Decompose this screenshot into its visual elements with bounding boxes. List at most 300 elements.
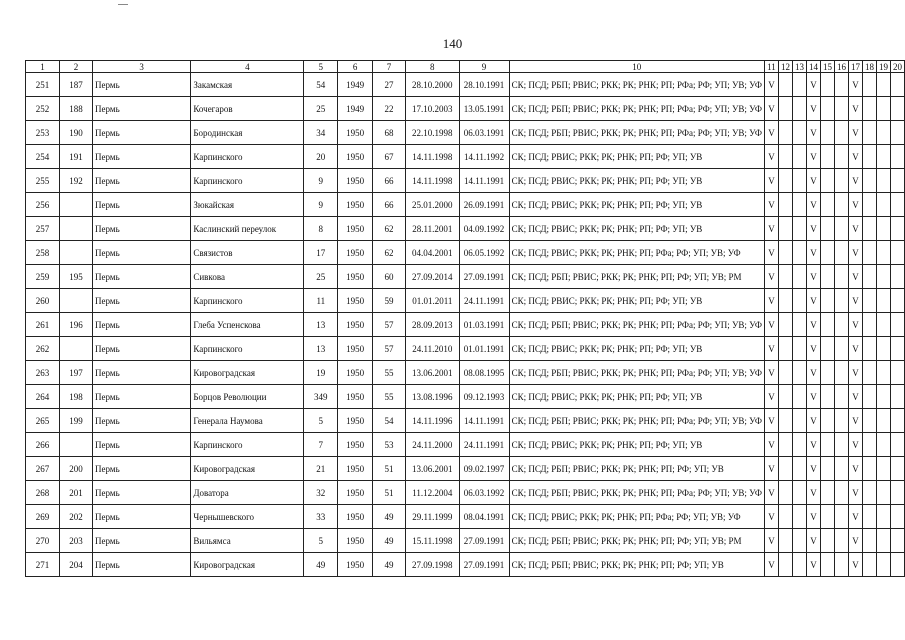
object-id-cell: 192: [59, 169, 92, 193]
mark-cell-18: [862, 193, 876, 217]
row-number-cell: 265: [26, 409, 60, 433]
row-number-cell: 260: [26, 289, 60, 313]
house-number-cell: 5: [304, 529, 338, 553]
mark-cell-13: [792, 217, 806, 241]
city-cell: Пермь: [93, 97, 191, 121]
column-header-14: 14: [806, 61, 820, 73]
city-cell: Пермь: [93, 73, 191, 97]
mark-cell-12: [778, 265, 792, 289]
street-cell: Бородинская: [191, 121, 304, 145]
mark-cell-15: [820, 265, 834, 289]
mark-cell-13: [792, 169, 806, 193]
codes-cell: СК; ПСД; РБП; РВИС; РКК; РК; РНК; РП; РФа; РФ; УП; УВ; УФ: [509, 409, 764, 433]
column-7-value-cell: 55: [372, 385, 405, 409]
mark-cell-18: [862, 361, 876, 385]
table-row: [26, 217, 905, 241]
date-2-cell: 09.02.1997: [459, 457, 509, 481]
codes-cell: СК; ПСД; РВИС; РКК; РК; РНК; РП; РФ; УП; УВ: [509, 145, 764, 169]
mark-cell-17: V: [848, 97, 862, 121]
table-row: [26, 409, 905, 433]
mark-cell-11: V: [765, 217, 779, 241]
date-2-cell: 04.09.1992: [459, 217, 509, 241]
row-number-cell: 257: [26, 217, 60, 241]
mark-cell-18: [862, 241, 876, 265]
mark-cell-17: V: [848, 481, 862, 505]
mark-cell-14: V: [806, 193, 820, 217]
city-cell: Пермь: [93, 121, 191, 145]
mark-cell-14: V: [806, 169, 820, 193]
mark-cell-20: [890, 289, 904, 313]
date-1-cell: 28.10.2000: [406, 73, 459, 97]
codes-cell: СК; ПСД; РВИС; РКК; РК; РНК; РП; РФ; УП; УВ: [509, 193, 764, 217]
mark-cell-15: [820, 241, 834, 265]
house-number-cell: 34: [304, 121, 338, 145]
mark-cell-20: [890, 481, 904, 505]
mark-cell-16: [834, 217, 848, 241]
mark-cell-12: [778, 97, 792, 121]
mark-cell-16: [834, 361, 848, 385]
object-id-cell: 201: [59, 481, 92, 505]
column-header-19: 19: [876, 61, 890, 73]
build-year-cell: 1950: [338, 313, 373, 337]
table-row: [26, 145, 905, 169]
date-1-cell: 13.08.1996: [406, 385, 459, 409]
row-number-cell: 267: [26, 457, 60, 481]
object-id-cell: 195: [59, 265, 92, 289]
date-1-cell: 27.09.2014: [406, 265, 459, 289]
date-2-cell: 14.11.1992: [459, 145, 509, 169]
object-id-cell: 197: [59, 361, 92, 385]
codes-cell: СК; ПСД; РБП; РВИС; РКК; РК; РНК; РП; РФа; РФ; УП; УВ; УФ: [509, 361, 764, 385]
mark-cell-15: [820, 97, 834, 121]
table-row: [26, 169, 905, 193]
date-2-cell: 13.05.1991: [459, 97, 509, 121]
mark-cell-16: [834, 505, 848, 529]
object-id-cell: 188: [59, 97, 92, 121]
object-id-cell: 196: [59, 313, 92, 337]
mark-cell-16: [834, 241, 848, 265]
row-number-cell: 256: [26, 193, 60, 217]
column-header-10: 10: [509, 61, 764, 73]
date-2-cell: 06.03.1991: [459, 121, 509, 145]
mark-cell-14: V: [806, 361, 820, 385]
mark-cell-12: [778, 505, 792, 529]
page-number: 140: [442, 36, 463, 51]
build-year-cell: 1950: [338, 481, 373, 505]
column-7-value-cell: 49: [372, 505, 405, 529]
mark-cell-18: [862, 121, 876, 145]
city-cell: Пермь: [93, 241, 191, 265]
table-row: [26, 481, 905, 505]
date-1-cell: 14.11.1998: [406, 169, 459, 193]
mark-cell-12: [778, 409, 792, 433]
mark-cell-11: V: [765, 457, 779, 481]
city-cell: Пермь: [93, 385, 191, 409]
house-number-cell: 17: [304, 241, 338, 265]
mark-cell-19: [876, 145, 890, 169]
column-7-value-cell: 49: [372, 529, 405, 553]
table-row: [26, 361, 905, 385]
mark-cell-17: V: [848, 73, 862, 97]
street-cell: Глеба Успенскова: [191, 313, 304, 337]
mark-cell-18: [862, 313, 876, 337]
mark-cell-14: V: [806, 265, 820, 289]
mark-cell-11: V: [765, 409, 779, 433]
column-7-value-cell: 67: [372, 145, 405, 169]
mark-cell-12: [778, 73, 792, 97]
mark-cell-11: V: [765, 97, 779, 121]
column-header-16: 16: [834, 61, 848, 73]
mark-cell-12: [778, 121, 792, 145]
mark-cell-11: V: [765, 481, 779, 505]
column-7-value-cell: 62: [372, 217, 405, 241]
object-id-cell: 199: [59, 409, 92, 433]
date-2-cell: 01.01.1991: [459, 337, 509, 361]
table-row: [26, 241, 905, 265]
mark-cell-19: [876, 361, 890, 385]
date-1-cell: 13.06.2001: [406, 457, 459, 481]
mark-cell-13: [792, 457, 806, 481]
column-7-value-cell: 59: [372, 289, 405, 313]
mark-cell-14: V: [806, 481, 820, 505]
build-year-cell: 1950: [338, 457, 373, 481]
column-header-2: 2: [59, 61, 92, 73]
mark-cell-16: [834, 97, 848, 121]
mark-cell-16: [834, 73, 848, 97]
city-cell: Пермь: [93, 217, 191, 241]
date-1-cell: 13.06.2001: [406, 361, 459, 385]
object-id-cell: [59, 289, 92, 313]
date-2-cell: 24.11.1991: [459, 433, 509, 457]
mark-cell-11: V: [765, 553, 779, 577]
table-row: [26, 505, 905, 529]
street-cell: Карпинского: [191, 145, 304, 169]
street-cell: Чернышевского: [191, 505, 304, 529]
mark-cell-17: V: [848, 337, 862, 361]
date-2-cell: 14.11.1991: [459, 409, 509, 433]
column-header-12: 12: [778, 61, 792, 73]
mark-cell-12: [778, 217, 792, 241]
column-7-value-cell: 51: [372, 457, 405, 481]
street-cell: Кировоградская: [191, 361, 304, 385]
mark-cell-15: [820, 433, 834, 457]
mark-cell-18: [862, 457, 876, 481]
city-cell: Пермь: [93, 193, 191, 217]
mark-cell-11: V: [765, 193, 779, 217]
mark-cell-19: [876, 97, 890, 121]
mark-cell-15: [820, 409, 834, 433]
street-cell: Карпинского: [191, 433, 304, 457]
mark-cell-11: V: [765, 73, 779, 97]
build-year-cell: 1950: [338, 409, 373, 433]
mark-cell-11: V: [765, 241, 779, 265]
column-7-value-cell: 55: [372, 361, 405, 385]
mark-cell-16: [834, 145, 848, 169]
object-id-cell: 202: [59, 505, 92, 529]
mark-cell-11: V: [765, 361, 779, 385]
mark-cell-17: V: [848, 361, 862, 385]
mark-cell-15: [820, 121, 834, 145]
city-cell: Пермь: [93, 145, 191, 169]
city-cell: Пермь: [93, 433, 191, 457]
row-number-cell: 252: [26, 97, 60, 121]
codes-cell: СК; ПСД; РВИС; РКК; РК; РНК; РП; РФ; УП; УВ: [509, 385, 764, 409]
object-id-cell: [59, 433, 92, 457]
mark-cell-19: [876, 337, 890, 361]
house-number-cell: 7: [304, 433, 338, 457]
mark-cell-19: [876, 481, 890, 505]
house-number-cell: 49: [304, 553, 338, 577]
date-2-cell: 08.08.1995: [459, 361, 509, 385]
row-number-cell: 259: [26, 265, 60, 289]
mark-cell-18: [862, 217, 876, 241]
mark-cell-18: [862, 73, 876, 97]
mark-cell-19: [876, 193, 890, 217]
mark-cell-15: [820, 529, 834, 553]
date-2-cell: 27.09.1991: [459, 529, 509, 553]
mark-cell-15: [820, 169, 834, 193]
mark-cell-17: V: [848, 505, 862, 529]
mark-cell-17: V: [848, 433, 862, 457]
column-header-20: 20: [890, 61, 904, 73]
build-year-cell: 1950: [338, 529, 373, 553]
house-number-cell: 349: [304, 385, 338, 409]
date-1-cell: 24.11.2010: [406, 337, 459, 361]
mark-cell-16: [834, 337, 848, 361]
mark-cell-15: [820, 337, 834, 361]
mark-cell-17: V: [848, 457, 862, 481]
mark-cell-14: V: [806, 457, 820, 481]
street-cell: Связистов: [191, 241, 304, 265]
house-number-cell: 25: [304, 97, 338, 121]
mark-cell-17: V: [848, 529, 862, 553]
date-1-cell: 17.10.2003: [406, 97, 459, 121]
mark-cell-16: [834, 457, 848, 481]
table-row: [26, 337, 905, 361]
mark-cell-13: [792, 337, 806, 361]
mark-cell-15: [820, 217, 834, 241]
house-number-cell: 8: [304, 217, 338, 241]
column-7-value-cell: 62: [372, 241, 405, 265]
object-id-cell: 204: [59, 553, 92, 577]
date-1-cell: 01.01.2011: [406, 289, 459, 313]
table-row: [26, 289, 905, 313]
mark-cell-12: [778, 553, 792, 577]
mark-cell-12: [778, 481, 792, 505]
mark-cell-18: [862, 265, 876, 289]
build-year-cell: 1950: [338, 289, 373, 313]
row-number-cell: 253: [26, 121, 60, 145]
mark-cell-16: [834, 433, 848, 457]
mark-cell-14: V: [806, 529, 820, 553]
object-id-cell: 191: [59, 145, 92, 169]
mark-cell-17: V: [848, 289, 862, 313]
date-1-cell: 22.10.1998: [406, 121, 459, 145]
house-number-cell: 25: [304, 265, 338, 289]
date-1-cell: 28.09.2013: [406, 313, 459, 337]
house-number-cell: 54: [304, 73, 338, 97]
build-year-cell: 1950: [338, 193, 373, 217]
mark-cell-13: [792, 409, 806, 433]
mark-cell-20: [890, 169, 904, 193]
column-7-value-cell: 51: [372, 481, 405, 505]
column-7-value-cell: 57: [372, 313, 405, 337]
mark-cell-19: [876, 457, 890, 481]
codes-cell: СК; ПСД; РБП; РВИС; РКК; РК; РНК; РП; РФ; УП; УВ; РМ: [509, 265, 764, 289]
object-id-cell: [59, 337, 92, 361]
date-2-cell: 26.09.1991: [459, 193, 509, 217]
date-2-cell: 14.11.1991: [459, 169, 509, 193]
mark-cell-17: V: [848, 217, 862, 241]
table-row: [26, 553, 905, 577]
row-number-cell: 261: [26, 313, 60, 337]
mark-cell-16: [834, 553, 848, 577]
house-number-cell: 9: [304, 193, 338, 217]
house-number-cell: 33: [304, 505, 338, 529]
mark-cell-19: [876, 505, 890, 529]
table-row: [26, 73, 905, 97]
street-cell: Борцов Революции: [191, 385, 304, 409]
mark-cell-17: V: [848, 313, 862, 337]
build-year-cell: 1950: [338, 361, 373, 385]
mark-cell-16: [834, 385, 848, 409]
scan-artifact: [118, 4, 128, 5]
mark-cell-11: V: [765, 121, 779, 145]
mark-cell-17: V: [848, 385, 862, 409]
mark-cell-11: V: [765, 433, 779, 457]
street-cell: Вильямса: [191, 529, 304, 553]
street-cell: Кировоградская: [191, 553, 304, 577]
mark-cell-13: [792, 385, 806, 409]
mark-cell-13: [792, 145, 806, 169]
column-7-value-cell: 66: [372, 169, 405, 193]
object-id-cell: 200: [59, 457, 92, 481]
table-body: [26, 73, 905, 577]
city-cell: Пермь: [93, 457, 191, 481]
street-cell: Карпинского: [191, 289, 304, 313]
date-1-cell: 29.11.1999: [406, 505, 459, 529]
row-number-cell: 262: [26, 337, 60, 361]
mark-cell-17: V: [848, 193, 862, 217]
table-row: [26, 457, 905, 481]
mark-cell-17: V: [848, 145, 862, 169]
header-row: [26, 61, 905, 73]
mark-cell-13: [792, 97, 806, 121]
table-row: [26, 97, 905, 121]
build-year-cell: 1950: [338, 241, 373, 265]
mark-cell-20: [890, 145, 904, 169]
build-year-cell: 1950: [338, 385, 373, 409]
date-1-cell: 04.04.2001: [406, 241, 459, 265]
codes-cell: СК; ПСД; РВИС; РКК; РК; РНК; РП; РФа; РФ; УП; УВ; УФ: [509, 505, 764, 529]
street-cell: Сивкова: [191, 265, 304, 289]
column-header-15: 15: [820, 61, 834, 73]
column-header-3: 3: [93, 61, 191, 73]
mark-cell-14: V: [806, 313, 820, 337]
mark-cell-20: [890, 121, 904, 145]
codes-cell: СК; ПСД; РБП; РВИС; РКК; РК; РНК; РП; РФ; УП; УВ: [509, 457, 764, 481]
codes-cell: СК; ПСД; РБП; РВИС; РКК; РК; РНК; РП; РФа; РФ; УП; УВ; УФ: [509, 313, 764, 337]
table-row: [26, 121, 905, 145]
mark-cell-18: [862, 169, 876, 193]
house-number-cell: 11: [304, 289, 338, 313]
column-header-8: 8: [406, 61, 459, 73]
table-row: [26, 385, 905, 409]
mark-cell-20: [890, 217, 904, 241]
mark-cell-13: [792, 289, 806, 313]
mark-cell-13: [792, 553, 806, 577]
row-number-cell: 268: [26, 481, 60, 505]
mark-cell-20: [890, 337, 904, 361]
mark-cell-19: [876, 241, 890, 265]
mark-cell-19: [876, 169, 890, 193]
mark-cell-15: [820, 73, 834, 97]
mark-cell-20: [890, 433, 904, 457]
mark-cell-14: V: [806, 289, 820, 313]
street-cell: Зюкайская: [191, 193, 304, 217]
mark-cell-18: [862, 145, 876, 169]
mark-cell-15: [820, 361, 834, 385]
mark-cell-19: [876, 433, 890, 457]
date-2-cell: 06.05.1992: [459, 241, 509, 265]
mark-cell-20: [890, 361, 904, 385]
mark-cell-13: [792, 73, 806, 97]
mark-cell-20: [890, 313, 904, 337]
mark-cell-15: [820, 313, 834, 337]
row-number-cell: 263: [26, 361, 60, 385]
mark-cell-13: [792, 121, 806, 145]
column-7-value-cell: 54: [372, 409, 405, 433]
mark-cell-16: [834, 121, 848, 145]
object-id-cell: 190: [59, 121, 92, 145]
mark-cell-20: [890, 193, 904, 217]
column-header-4: 4: [191, 61, 304, 73]
date-2-cell: 24.11.1991: [459, 289, 509, 313]
mark-cell-11: V: [765, 289, 779, 313]
column-header-6: 6: [338, 61, 373, 73]
codes-cell: СК; ПСД; РБП; РВИС; РКК; РК; РНК; РП; РФ; УП; УВ: [509, 553, 764, 577]
mark-cell-18: [862, 553, 876, 577]
date-2-cell: 27.09.1991: [459, 553, 509, 577]
mark-cell-18: [862, 505, 876, 529]
build-year-cell: 1950: [338, 217, 373, 241]
date-1-cell: 25.01.2000: [406, 193, 459, 217]
row-number-cell: 271: [26, 553, 60, 577]
mark-cell-13: [792, 361, 806, 385]
table-row: [26, 529, 905, 553]
mark-cell-19: [876, 553, 890, 577]
street-cell: Каслинский переулок: [191, 217, 304, 241]
column-7-value-cell: 49: [372, 553, 405, 577]
mark-cell-18: [862, 337, 876, 361]
mark-cell-19: [876, 121, 890, 145]
mark-cell-15: [820, 193, 834, 217]
mark-cell-16: [834, 481, 848, 505]
house-number-cell: 21: [304, 457, 338, 481]
city-cell: Пермь: [93, 481, 191, 505]
mark-cell-13: [792, 433, 806, 457]
mark-cell-12: [778, 361, 792, 385]
build-year-cell: 1950: [338, 553, 373, 577]
mark-cell-12: [778, 457, 792, 481]
column-header-7: 7: [372, 61, 405, 73]
mark-cell-14: V: [806, 217, 820, 241]
date-1-cell: 27.09.1998: [406, 553, 459, 577]
street-cell: Карпинского: [191, 337, 304, 361]
codes-cell: СК; ПСД; РБП; РВИС; РКК; РК; РНК; РП; РФ; УП; УВ; РМ: [509, 529, 764, 553]
mark-cell-20: [890, 265, 904, 289]
mark-cell-16: [834, 313, 848, 337]
